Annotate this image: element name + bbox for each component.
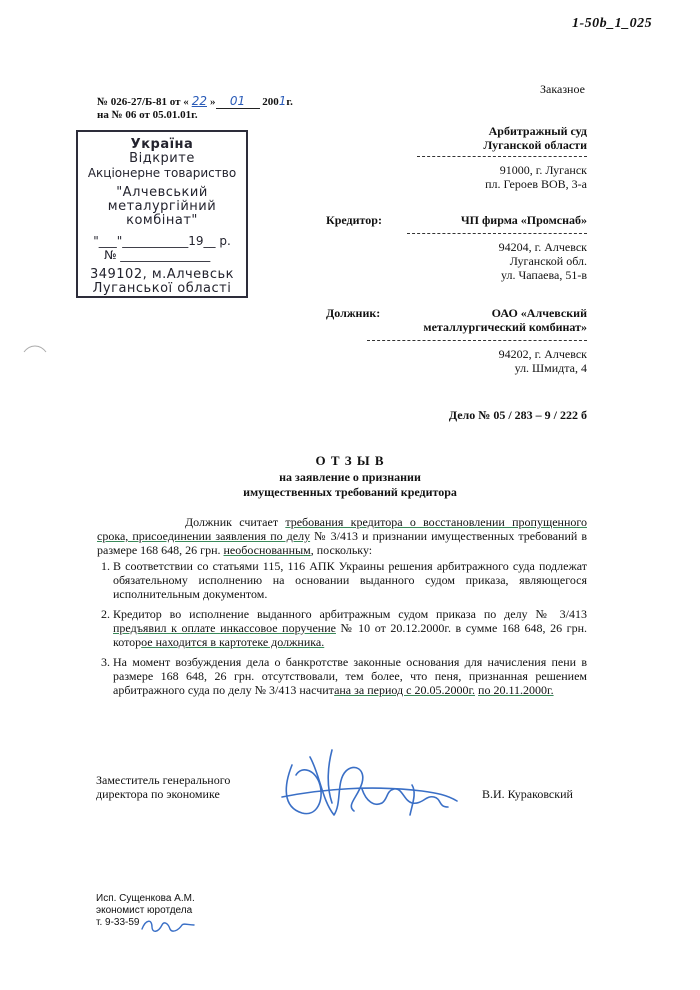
court-address-line1: 91000, г. Луганск [499,163,587,177]
punch-mark-icon [22,340,48,356]
page-id: 1-50b_1_025 [572,16,653,31]
court-block [357,124,587,191]
creditor-name: ЧП фирма «Промснаб» [460,213,587,227]
item-1-text: В соответствии со статьями 115, 116 АПК Украины решения арбитражного суда подлежат обязательному исполнению на основании выданного судом приказа, являющегося исполнительным документом. [113,559,587,601]
handwritten-signature [262,745,472,830]
debtor-address-line2: ул. Шмидта, 4 [514,361,587,375]
document-subtitle-line1: на заявление о признании [279,470,421,484]
stamp-line5: металургійний [107,199,217,214]
debtor-label: Должник: [326,306,381,320]
list-item [113,655,587,697]
debtor-address-line1: 94202, г. Алчевск [498,347,587,361]
ref-month-handwritten: 01 [216,94,260,109]
ref-mid: » [210,96,216,108]
executor-initials-signature [138,913,198,937]
debtor-separator [367,340,587,341]
item-2-underlined-2: ое находится в картотеке должника. [141,635,325,649]
company-stamp [76,130,248,298]
executor-phone: т. 9-33-59 [96,917,140,928]
document-subtitle-line2: имущественных требований кредитора [243,485,457,499]
objection-list [97,559,587,697]
item-3-text-1: На момент возбуждения дела о банкротстве законные основания для начисления пени в размере 168 648, 26 грн. отсутствовали, тем более, что пеня, признанная решением арбитражного суда по делу № 3/413 насчит [113,655,587,697]
case-number: Дело № 05 / 283 – 9 / 222 б [448,408,587,422]
ref-year-suffix: г. [286,96,293,108]
executor-name: Исп. Сущенкова А.М. [96,893,195,904]
ref-year-handwritten: 1 [278,94,287,108]
stamp-line4: "Алчевський [116,185,208,200]
creditor-address-line2: Луганской обл. [509,254,587,268]
outgoing-reference [97,94,293,109]
court-name-line2: Луганской области [483,138,587,152]
item-3-underlined-2: по 20.11.2000г. [478,683,554,697]
intro-underlined-1: требования кредитора о восстановлении пропущенного срока, присоединении заявления по делу [97,515,587,543]
stamp-line2: Відкрите [129,151,195,166]
debtor-name-line2: металлургический комбинат» [423,320,587,334]
ref-prefix: № 026-27/Б-81 от « [97,96,189,108]
creditor-block [367,213,587,282]
creditor-address-line1: 94204, г. Алчевск [498,240,587,254]
stamp-line1: Україна [130,137,194,152]
item-2-text-2: № 10 от 20.12.2000г. в сумме 168 648, 26 грн. котор [113,621,587,649]
body-intro [97,515,587,557]
intro-text-1: Должник считает [185,515,286,529]
stamp-line10: Луганської області [92,281,232,296]
intro-text-2: № 3/413 и признании имущественных требований в размере 168 648, 26 грн. [97,529,587,557]
stamp-line8: № _______________ [104,248,211,262]
executor-position: экономист юротдела [96,905,193,916]
position-line1: Заместитель генерального [96,773,231,787]
intro-underlined-2: необоснованным [223,543,311,557]
stamp-line9: 349102, м.Алчевськ [89,267,235,282]
item-2-underlined-1: предъявил к оплате инкассовое поручение [113,621,336,635]
intro-text-3: , поскольку: [310,543,373,557]
stamp-line7: "___"___________19__ р. [93,234,231,248]
list-item [113,559,587,601]
court-address-line2: пл. Героев ВОВ, 3-а [485,177,587,191]
position-line2: директора по экономике [96,787,220,801]
body-list [97,559,587,703]
incoming-reference: на № 06 от 05.01.01г. [97,109,198,121]
creditor-address-line3: ул. Чапаева, 51-в [501,268,587,282]
item-2-text-1: Кредитор во исполнение выданного арбитражным судом приказа по делу № 3/413 [113,607,587,621]
creditor-separator [407,233,587,234]
stamp-line6: комбінат" [126,213,198,228]
signatory-name: В.И. Кураковский [482,787,573,801]
stamp-line3: Акціонерне товариство [87,166,237,180]
creditor-label: Кредитор: [326,213,382,227]
registered-mail-label: Заказное [540,82,585,96]
ref-year-prefix: 200 [262,96,279,108]
debtor-name-line1: ОАО «Алчевский [491,306,587,320]
item-3-underlined-1: ана за период с 20.05.2000г. [334,683,476,697]
ref-day-handwritten: 22 [191,94,207,108]
court-separator [417,156,587,157]
document-title: О Т З Ы В [315,453,385,468]
list-item [113,607,587,649]
court-name-line1: Арбитражный суд [488,124,587,138]
debtor-block [367,306,587,375]
signatory-position [96,773,230,801]
